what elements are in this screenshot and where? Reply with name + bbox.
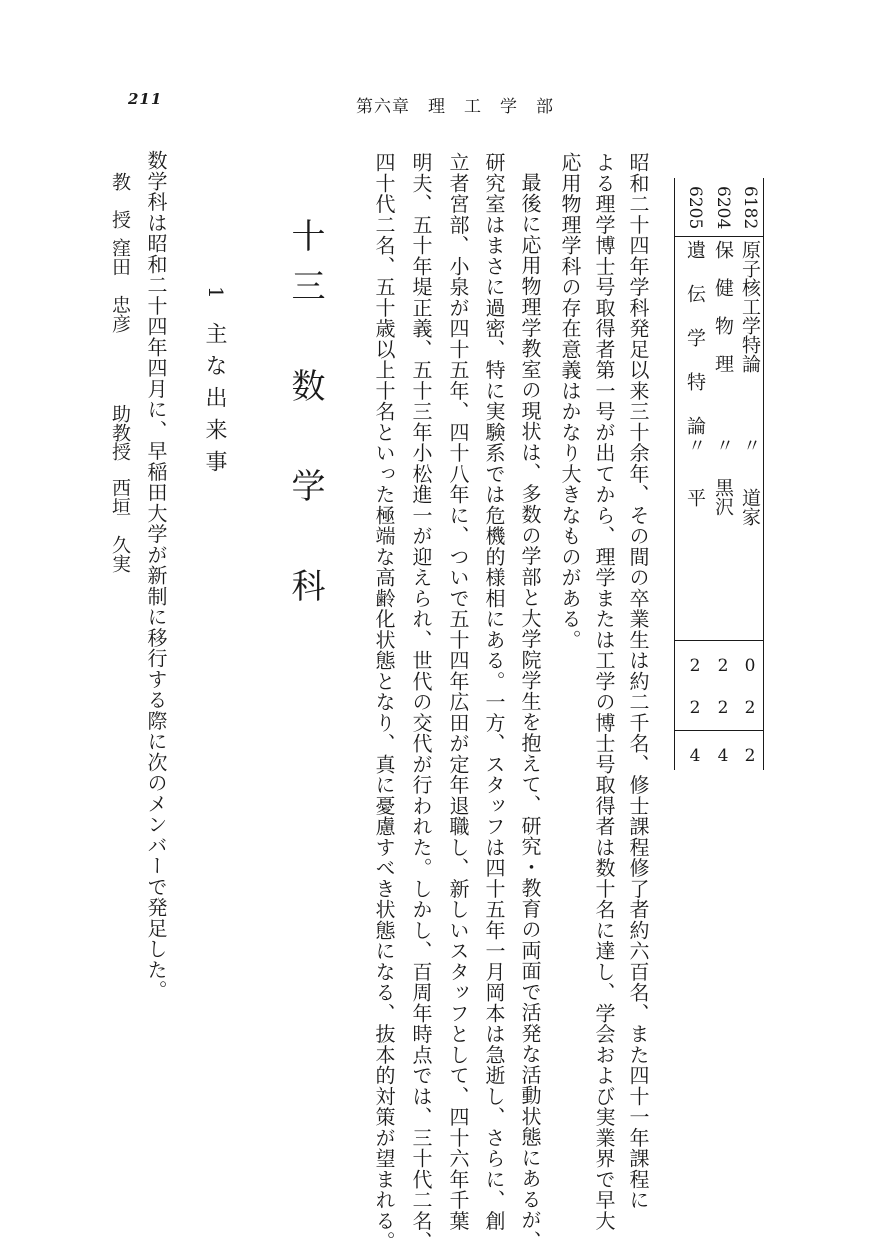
- table-ditto: 〃: [713, 436, 734, 454]
- body-text-column: 昭和二十四年学科発足以来三十余年、その間の卒業生は約二千名、修士課程修了者約六百名、また四十一年課程に: [626, 152, 650, 1211]
- table-subject: 保 健 物 理: [712, 240, 734, 373]
- table-ditto: 〃: [685, 436, 706, 454]
- body-text-column: 立者宮部、小泉が四十五年、四十八年に、ついで五十四年広田が定年退職し、新しいスタッフとして、四十六年千葉: [446, 152, 470, 1231]
- table-instructor: 道家: [739, 488, 761, 526]
- body-text-column: 研究室はまさに過密、特に実験系では危機的様相にある。一方、スタッフは四十五年一月岡本は急逝し、さらに、創: [482, 152, 506, 1231]
- table-instructor: 平: [684, 488, 706, 507]
- roster-role: 教 授: [109, 172, 131, 229]
- subheading: 主な出来事: [202, 322, 227, 482]
- table-count: 2: [713, 698, 733, 718]
- table-subject: 原子核工学特論: [739, 240, 761, 373]
- body-text-column: 明夫、五十年堤正義、五十三年小松進一が迎えられ、世代の交代が行われた。しかし、百周年時点では、三十代二名、: [409, 152, 433, 1252]
- section-title: 十三 数 学 科: [285, 218, 325, 618]
- table-count: 2: [713, 656, 733, 676]
- section-intro: 数学科は昭和二十四年四月に、早稲田大学が新制に移行する際に次のメンバーで発足した。: [144, 150, 168, 1001]
- table-count: 2: [740, 746, 760, 766]
- table-count: 2: [685, 656, 705, 676]
- table-rule-code: [674, 236, 764, 237]
- table-count: 2: [740, 698, 760, 718]
- roster-name: 窪田 忠彦: [109, 238, 131, 333]
- table-code: 6182: [740, 186, 760, 230]
- body-text-column: 四十代二名、五十歳以上十名といった極端な高齢化状態となり、真に憂慮すべき状態になる、抜本的対策が望まれる。: [372, 152, 396, 1252]
- table-count: 4: [685, 746, 705, 766]
- table-count: 0: [740, 656, 760, 676]
- body-text-column: よる理学博士号取得者第一号が出てから、理学または工学の博士号取得者は数十名に達し、学会および実業界で早大: [592, 152, 616, 1231]
- table-code: 6204: [713, 186, 733, 230]
- table-border-right: [763, 178, 764, 770]
- table-rule-total: [674, 730, 764, 731]
- roster-name: 西垣 久実: [109, 478, 131, 573]
- table-border-left: [674, 178, 675, 770]
- roster-role: 助教授: [109, 404, 131, 461]
- table-ditto: 〃: [740, 436, 761, 454]
- table-code: 6205: [685, 186, 705, 230]
- table-count: 4: [713, 746, 733, 766]
- table-rule-counts: [674, 640, 764, 641]
- table-count: 2: [685, 698, 705, 718]
- body-text-column: 応用物理学科の存在意義はかなり大きなものがある。: [558, 152, 582, 650]
- table-subject: 遺 伝 学 特 論: [684, 240, 706, 438]
- body-text-column: 最後に応用物理学教室の現状は、多数の学部と大学院学生を抱えて、研究・教育の両面で活発な活動状態にあるが、: [518, 172, 542, 1251]
- table-instructor: 黒沢: [712, 478, 734, 516]
- subheading-number: 1: [204, 286, 228, 299]
- page-number: 211: [128, 90, 163, 108]
- running-head: 第六章 理 工 学 部: [356, 97, 554, 117]
